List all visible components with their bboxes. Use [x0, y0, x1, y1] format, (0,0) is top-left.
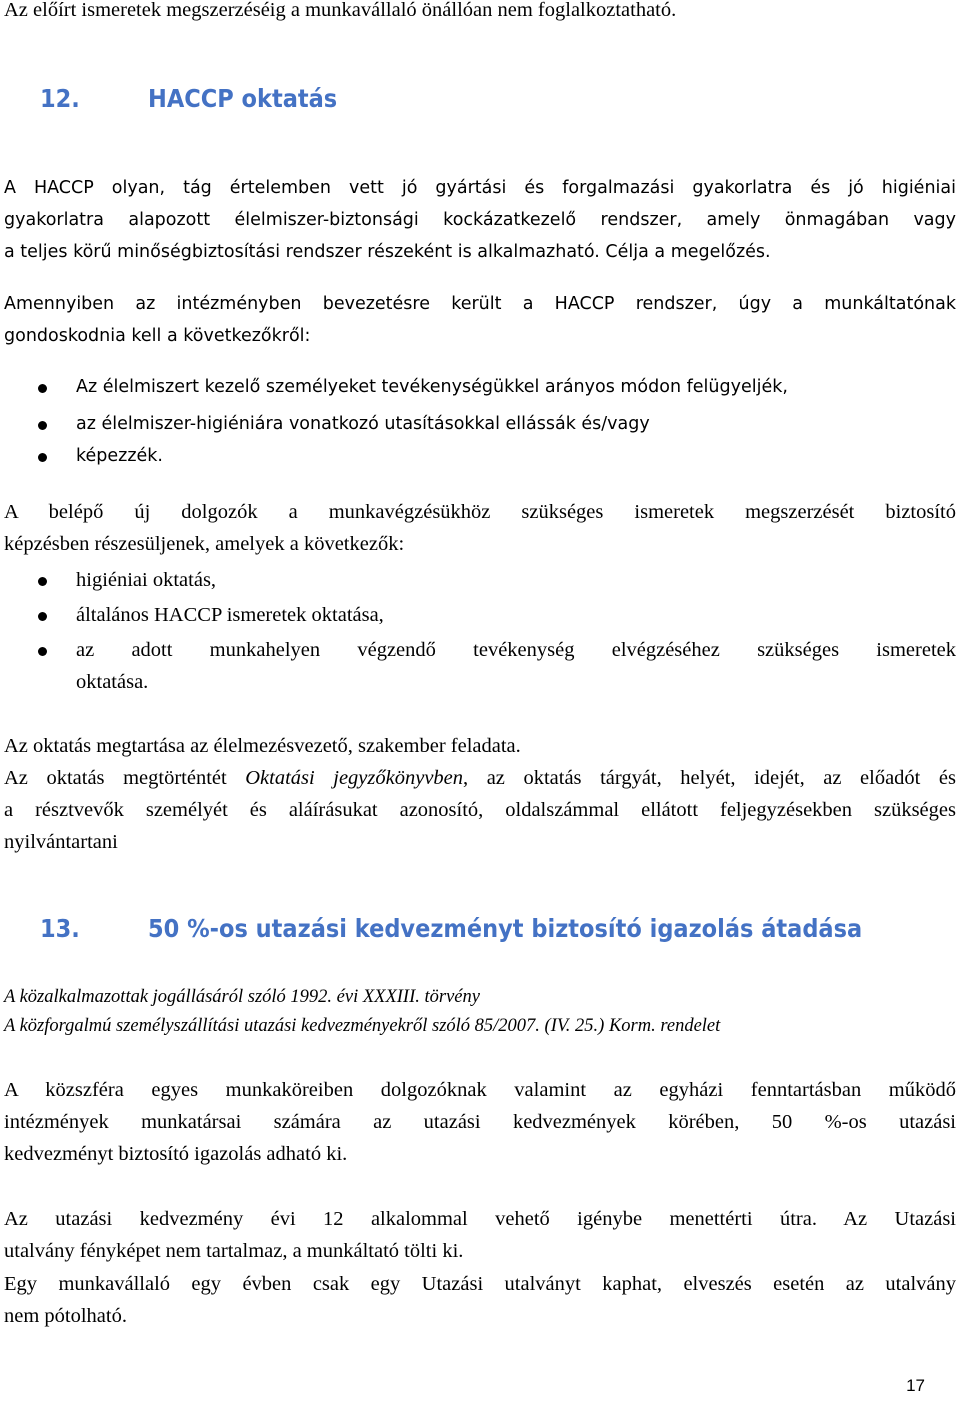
- s12-p1-line1: A HACCP olyan, tág értelemben vett jó gyártási és forgalmazási gyakorlatra és jó higiéniai: [4, 178, 956, 198]
- s12-p2-line1: Amennyiben az intézményben bevezetésre került a HACCP rendszer, úgy a munkáltatónak: [4, 294, 956, 314]
- s12-bullet-3: képezzék.: [76, 446, 163, 466]
- s12-bullet-4: higiéniai oktatás,: [76, 569, 217, 591]
- section-13-number: 13.: [40, 914, 80, 943]
- s12-p5-line2: a résztvevők személyét és aláírásukat azonosító, oldalszámmal ellátott feljegyzésekben szükséges: [4, 799, 956, 821]
- section-12-heading: [40, 83, 960, 115]
- s12-p5-text-b: , az oktatás tárgyát, helyét, idejét, az előadót és: [463, 767, 957, 789]
- s12-p5-line1: [4, 762, 956, 794]
- section-12-title: HACCP oktatás: [148, 84, 338, 113]
- s12-p2-line2: gondoskodnia kell a következőkről:: [4, 326, 311, 346]
- bullet-icon: [38, 647, 47, 656]
- s12-bullet-6-line2: oktatása.: [76, 671, 149, 693]
- s12-bullet-5: általános HACCP ismeretek oktatása,: [76, 604, 384, 626]
- s12-bullet-2: az élelmiszer-higiéniára vonatkozó utasításokkal ellássák és/vagy: [76, 414, 650, 434]
- s12-p5-line3: nyilvántartani: [4, 831, 118, 853]
- intro-line: Az előírt ismeretek megszerzéséig a munkavállaló önállóan nem foglalkoztatható.: [4, 0, 677, 21]
- bullet-icon: [38, 612, 47, 621]
- s13-p1-line1: A közszféra egyes munkaköreiben dolgozóknak valamint az egyházi fenntartásban működő: [4, 1079, 956, 1101]
- s13-p2-line2: utalvány fényképet nem tartalmaz, a munkáltató tölti ki.: [4, 1240, 464, 1262]
- s13-p2-line1: Az utazási kedvezmény évi 12 alkalommal vehető igénybe menettérti útra. Az Utazási: [4, 1208, 956, 1230]
- s12-bullet-1: Az élelmiszert kezelő személyeket tevékenységükkel arányos módon felügyeljék,: [76, 377, 788, 397]
- section-12-number: 12.: [40, 84, 80, 113]
- s12-p1-line3: a teljes körű minőségbiztosítási rendszer részeként is alkalmazható. Célja a megelőzés.: [4, 242, 771, 262]
- page-number: 17: [906, 1376, 925, 1395]
- s12-p5-text-a: Az oktatás megtörténtét: [4, 767, 246, 789]
- bullet-icon: [38, 577, 47, 586]
- s13-p1-line2: intézmények munkatársai számára az utazási kedvezmények körében, 50 %-os utazási: [4, 1111, 956, 1133]
- section-13-heading: [40, 913, 960, 945]
- s13-p3-line1: Egy munkavállaló egy évben csak egy Utazási utalványt kaphat, elveszés esetén az utalvány: [4, 1273, 956, 1295]
- s13-p3-line2: nem pótolható.: [4, 1305, 127, 1327]
- s12-p5-emphasis: Oktatási jegyzőkönyvben: [245, 767, 464, 789]
- s13-law-1: A közalkalmazottak jogállásáról szóló 1992. évi XXXIII. törvény: [4, 987, 480, 1007]
- bullet-icon: [38, 421, 47, 430]
- s13-law-2: A közforgalmú személyszállítási utazási kedvezményekről szóló 85/2007. (IV. 25.) Korm. rendelet: [4, 1016, 721, 1036]
- s12-p4: Az oktatás megtartása az élelmezésvezető, szakember feladata.: [4, 735, 521, 757]
- s12-p3-line1: A belépő új dolgozók a munkavégzésükhöz szükséges ismeretek megszerzését biztosító: [4, 501, 956, 523]
- s12-p3-line2: képzésben részesüljenek, amelyek a következők:: [4, 533, 405, 555]
- bullet-icon: [38, 384, 47, 393]
- bullet-icon: [38, 453, 47, 462]
- s13-p1-line3: kedvezményt biztosító igazolás adható ki.: [4, 1143, 348, 1165]
- section-13-title: 50 %-os utazási kedvezményt biztosító igazolás átadása: [148, 914, 863, 943]
- s12-bullet-6-line1: az adott munkahelyen végzendő tevékenység elvégzéséhez szükséges ismeretek: [76, 639, 956, 661]
- s12-p1-line2: gyakorlatra alapozott élelmiszer-biztonsági kockázatkezelő rendszer, amely önmagában vagy: [4, 210, 956, 230]
